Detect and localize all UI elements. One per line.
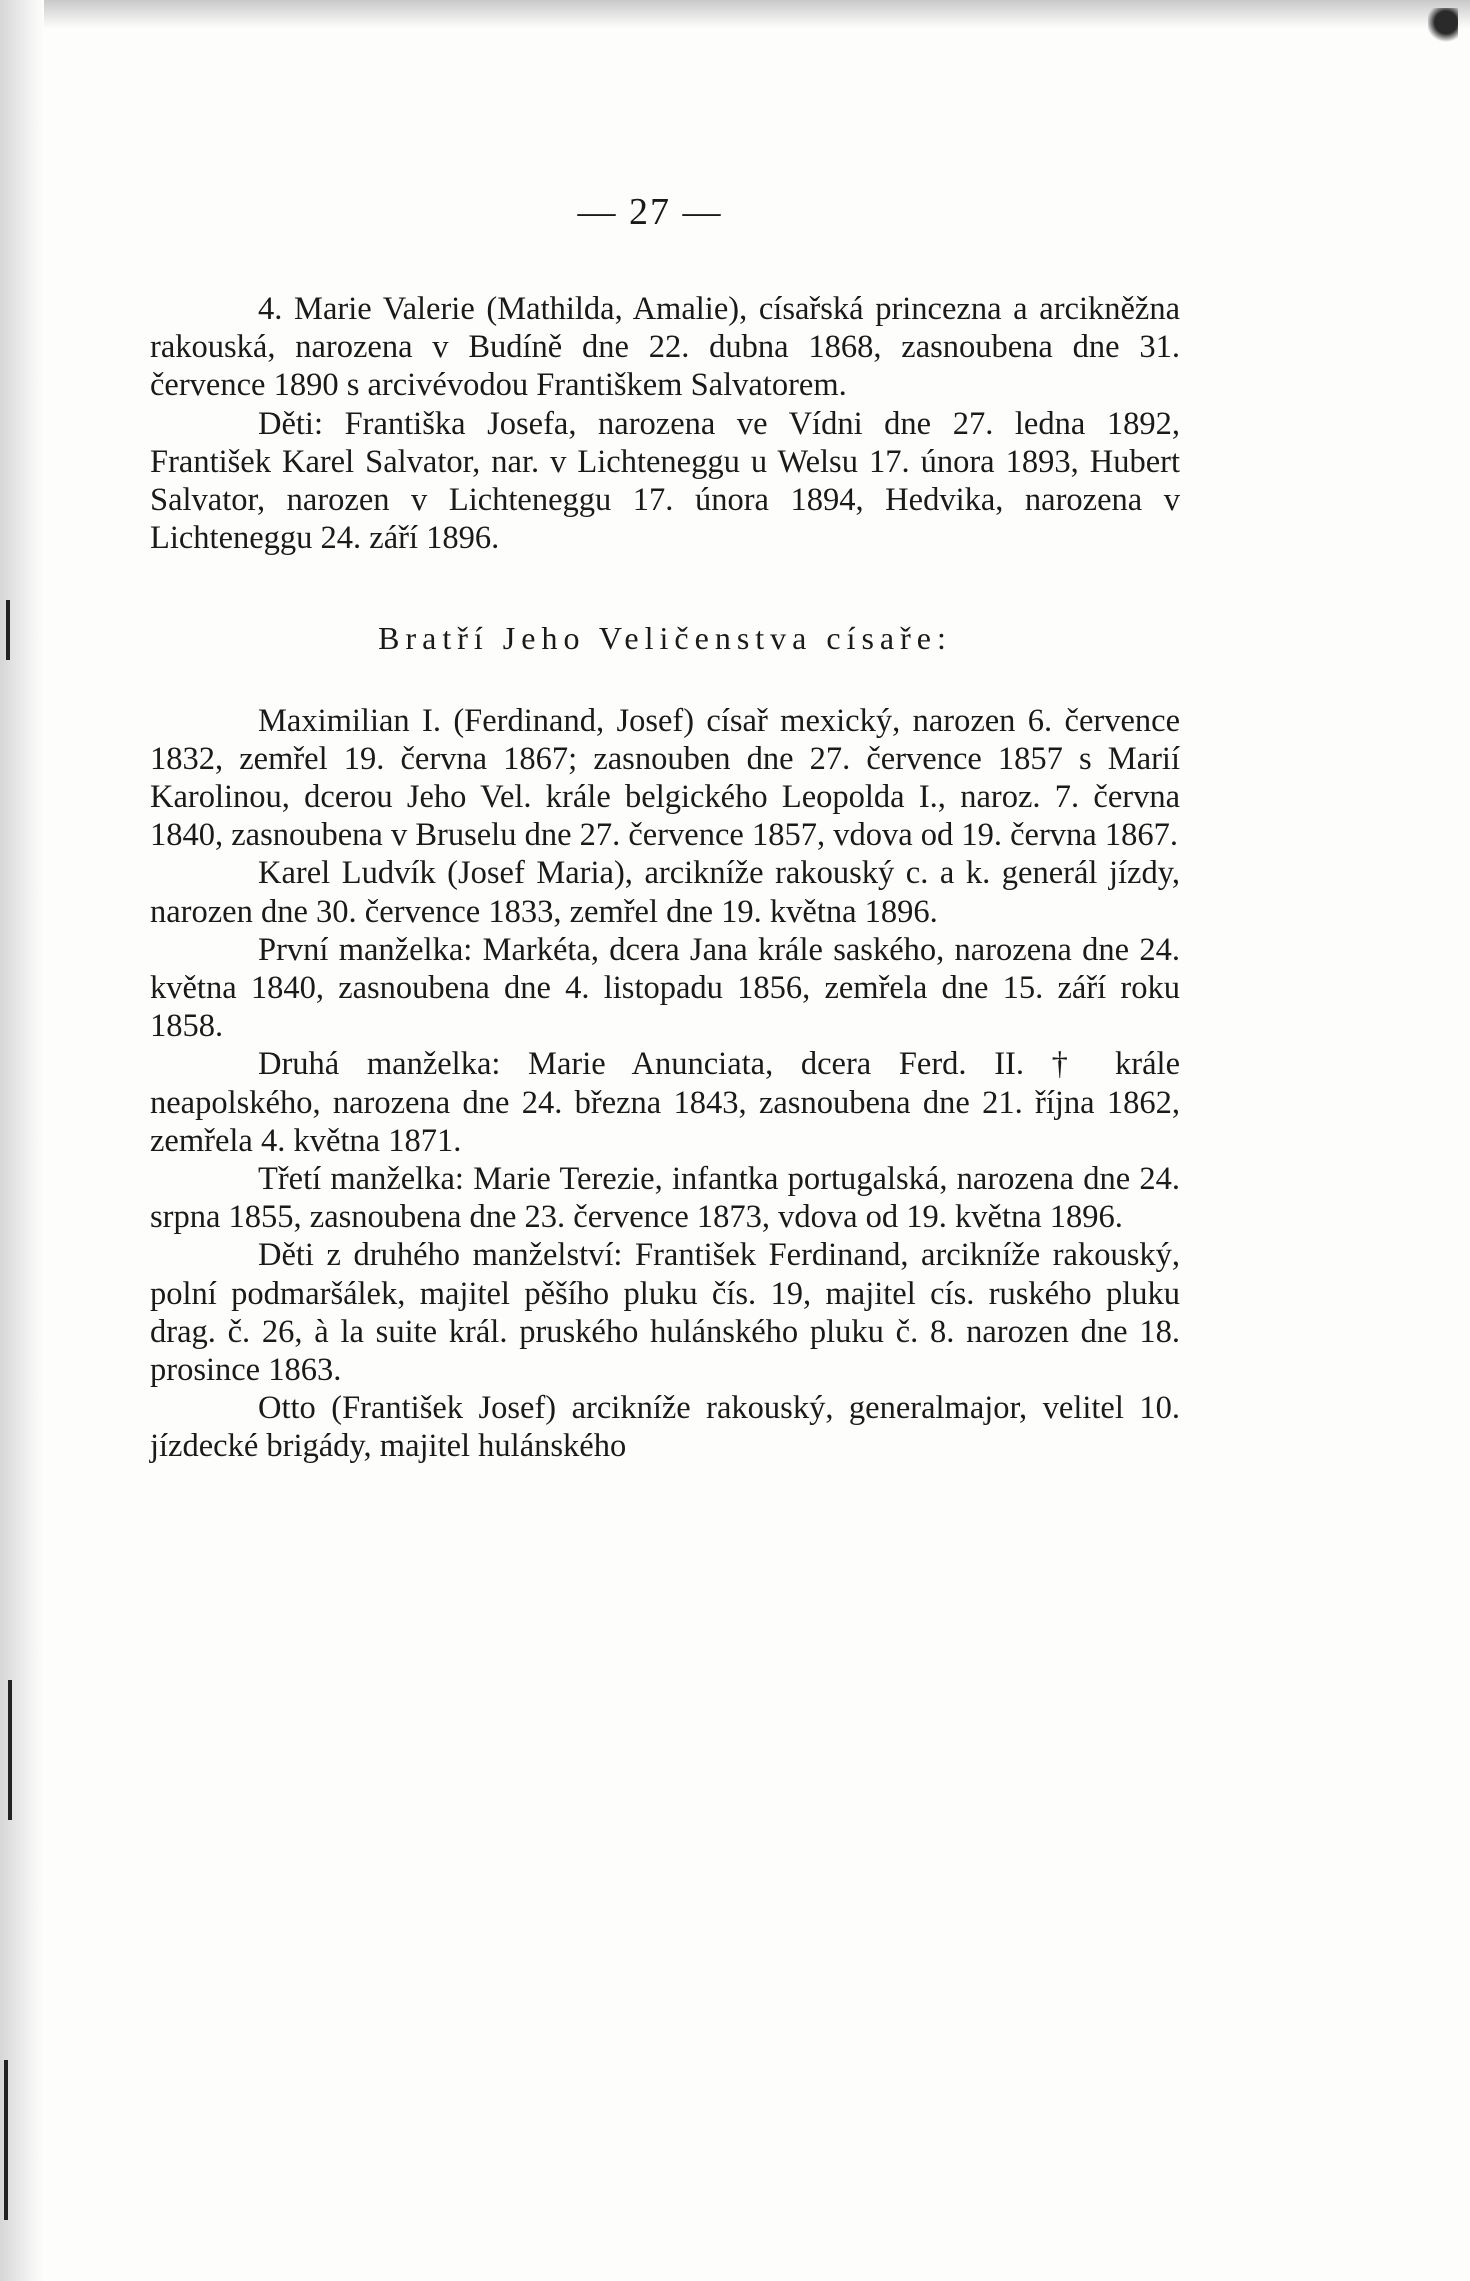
paragraph-marie-valerie: 4. Marie Valerie (Mathilda, Amalie), císařská princezna a arcikněžna rakouská, narozena v Budíně dne 22. dubna 1868, zasnoubena dne 31. července 1890 s arcivévodou Františkem Salvatorem.: [150, 291, 1180, 404]
margin-mark: [6, 600, 10, 660]
paragraph-maximilian: Maximilian I. (Ferdinand, Josef) císař mexický, narozen 6. července 1832, zemřel 19. června 1867; zasnouben dne 27. července 1857 s Marií Karolinou, dcerou Jeho Vel. krále belgického Leopolda I., naroz. 7. června 1840, zasnoubena v Bruselu dne 27. července 1857, vdova od 19. června 1867.: [150, 702, 1180, 854]
page-top-edge: [40, 0, 1470, 28]
margin-mark: [4, 2060, 8, 2220]
paragraph-otto: Otto (František Josef) arcikníže rakouský, generalmajor, velitel 10. jízdecké brigády, majitel hulánského: [150, 1390, 1180, 1465]
paragraph-children-valerie: Děti: Františka Josefa, narozena ve Vídni dne 27. ledna 1892, František Karel Salvator, nar. v Lichteneggu u Welsu 17. února 1893, Hubert Salvator, narozen v Lichteneggu 17. února 1894, Hedvika, narozena v Lichteneggu 24. září 1896.: [150, 405, 1180, 557]
section-heading-brothers: Bratří Jeho Veličenstva císaře:: [378, 620, 952, 657]
corner-ink-mark: [1428, 8, 1458, 44]
margin-mark: [8, 1680, 12, 1820]
paragraph-karel-ludvik: Karel Ludvík (Josef Maria), arcikníže rakouský c. a k. generál jízdy, narozen dne 30. července 1833, zemřel dne 19. května 1896.: [150, 855, 1180, 930]
paragraph-children-second-marriage: Děti z druhého manželství: František Ferdinand, arcikníže rakouský, polní podmaršálek, majitel pěšího pluku čís. 19, majitel cís. ruského pluku drag. č. 26, à la suite král. pruského hulánského pluku č. 8. narozen dne 18. prosince 1863.: [150, 1237, 1180, 1389]
body-text: [150, 290, 1180, 1466]
paragraph-second-wife: Druhá manželka: Marie Anunciata, dcera Ferd. II. † krále neapolského, narozena dne 24. března 1843, zasnoubena dne 21. října 1862, zemřela 4. května 1871.: [150, 1046, 1180, 1159]
paragraph-third-wife: Třetí manželka: Marie Terezie, infantka portugalská, narozena dne 24. srpna 1855, zasnoubena dne 23. července 1873, vdova od 19. května 1896.: [150, 1161, 1180, 1236]
binding-margin: [0, 0, 44, 2281]
page-number: — 27 —: [577, 191, 723, 233]
paragraph-first-wife: První manželka: Markéta, dcera Jana krále saského, narozena dne 24. května 1840, zasnoubena dne 4. listopadu 1856, zemřela dne 15. září roku 1858.: [150, 931, 1180, 1045]
